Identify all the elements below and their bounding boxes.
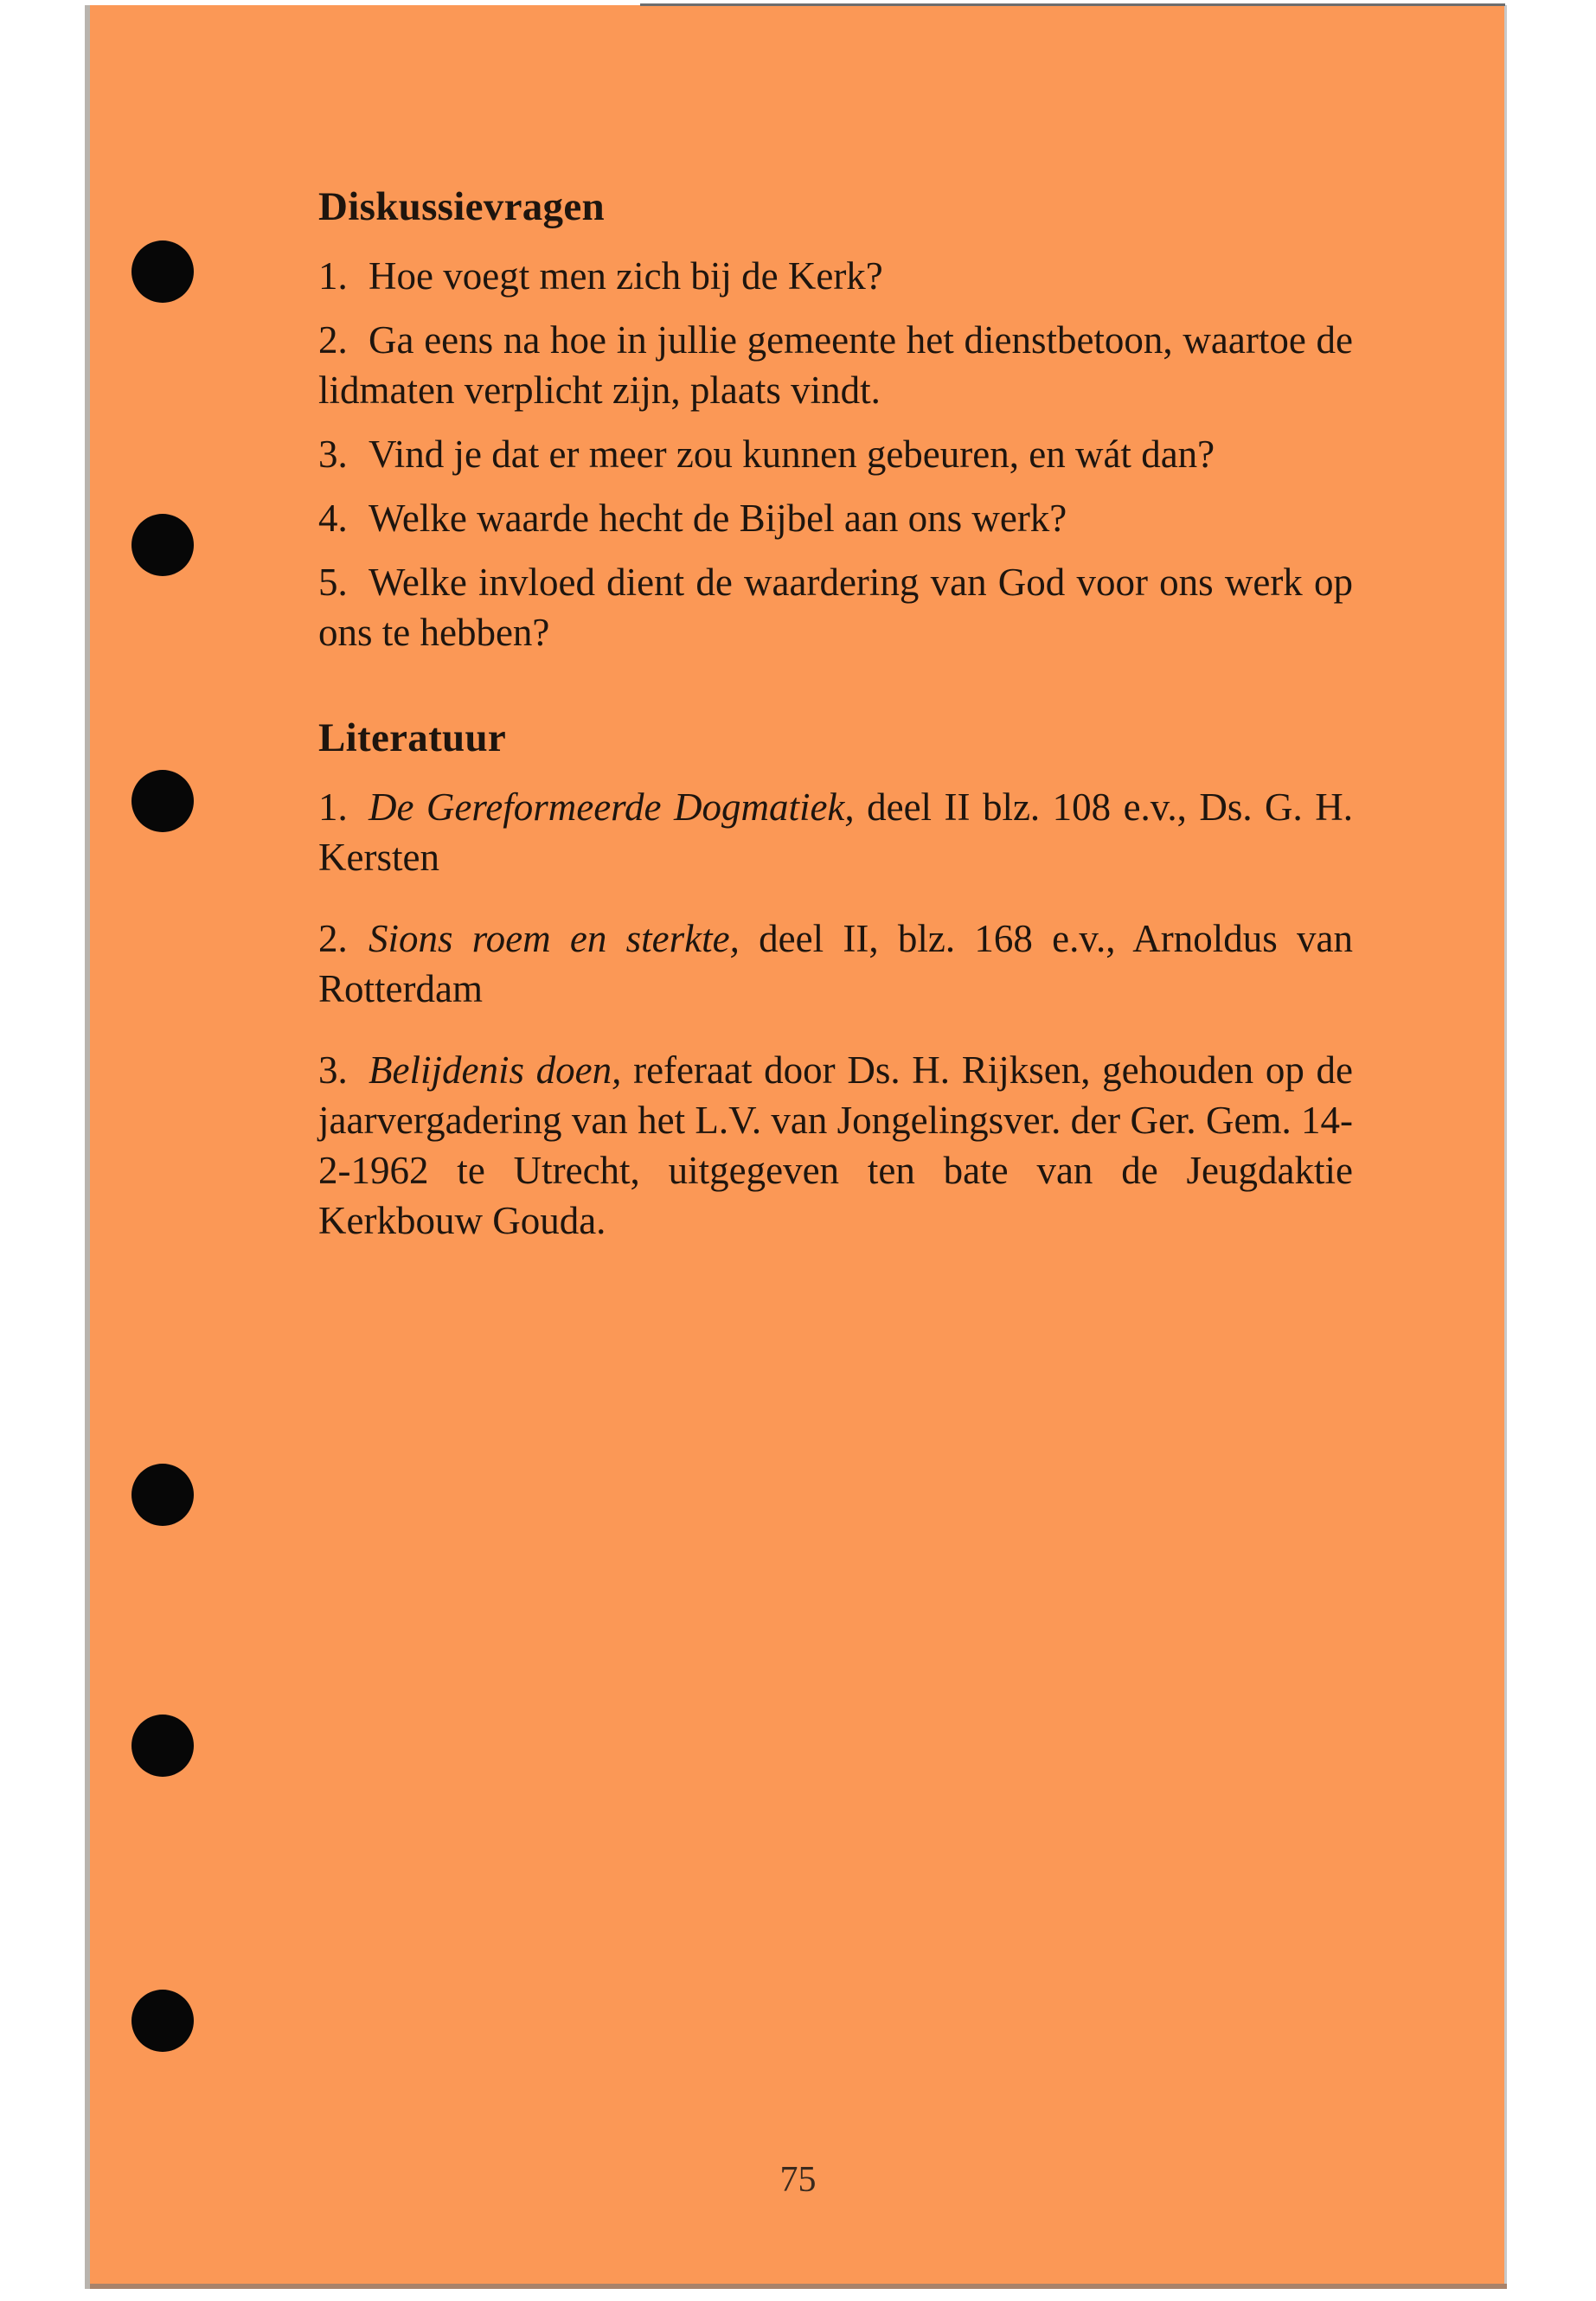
page-top-edge — [640, 3, 1505, 6]
item-text: Welke waarde hecht de Bijbel aan ons werk? — [369, 497, 1067, 540]
book-title: Sions roem en sterkte, — [369, 917, 740, 960]
punch-hole-4 — [131, 1464, 194, 1526]
item-number: 5. — [318, 561, 348, 604]
item-text: Ga eens na hoe in jullie gemeente het dienstbetoon, waartoe de lidmaten verplicht zijn, plaats vindt. — [318, 318, 1353, 412]
item-number: 4. — [318, 497, 348, 540]
discussion-item — [318, 315, 1353, 415]
item-number: 3. — [318, 1048, 348, 1092]
discussion-item — [318, 251, 1353, 301]
literature-heading: Literatuur — [318, 715, 507, 760]
discussion-item — [318, 557, 1353, 657]
discussion-item — [318, 493, 1353, 543]
literature-list — [318, 782, 1353, 1246]
literature-item — [318, 913, 1353, 1014]
punch-hole-1 — [131, 240, 194, 303]
literature-item — [318, 782, 1353, 882]
punch-hole-6 — [131, 1990, 194, 2052]
item-text: Vind je dat er meer zou kunnen gebeuren, en wát dan? — [369, 433, 1215, 476]
section-spacer — [318, 671, 1353, 713]
punch-hole-3 — [131, 770, 194, 832]
discussion-heading: Diskussievragen — [318, 184, 605, 229]
item-number: 2. — [318, 318, 348, 362]
item-text: Hoe voegt men zich bij de Kerk? — [369, 254, 883, 298]
punch-hole-2 — [131, 514, 194, 576]
book-details: deel II blz. 108 e.v., Ds. G. H. Kersten — [318, 785, 1354, 879]
punch-hole-5 — [131, 1715, 194, 1777]
item-number: 1. — [318, 254, 348, 298]
page-number: 75 — [779, 2160, 817, 2200]
book-details: deel II, blz. 168 e.v., Arnoldus van Rotterdam — [318, 917, 1353, 1010]
page-bottom-edge — [90, 2284, 1507, 2289]
item-text: Welke invloed dient de waardering van God voor ons werk op ons te hebben? — [318, 561, 1353, 654]
item-number: 2. — [318, 917, 348, 960]
book-title: Belijdenis doen, — [369, 1048, 622, 1092]
book-title: De Gereformeerde Dogmatiek, — [369, 785, 855, 829]
item-number: 1. — [318, 785, 348, 829]
item-number: 3. — [318, 433, 348, 476]
discussion-item — [318, 429, 1353, 479]
book-details: referaat door Ds. H. Rijksen, gehouden op de jaarvergadering van het L.V. van Jongelingsver. der Ger. Gem. 14-2-1962 te Utrecht, uitgegeven ten bate van de Jeugdaktie Kerkbouw Gouda. — [318, 1048, 1353, 1242]
page-content — [318, 182, 1353, 1277]
literature-item — [318, 1045, 1353, 1246]
